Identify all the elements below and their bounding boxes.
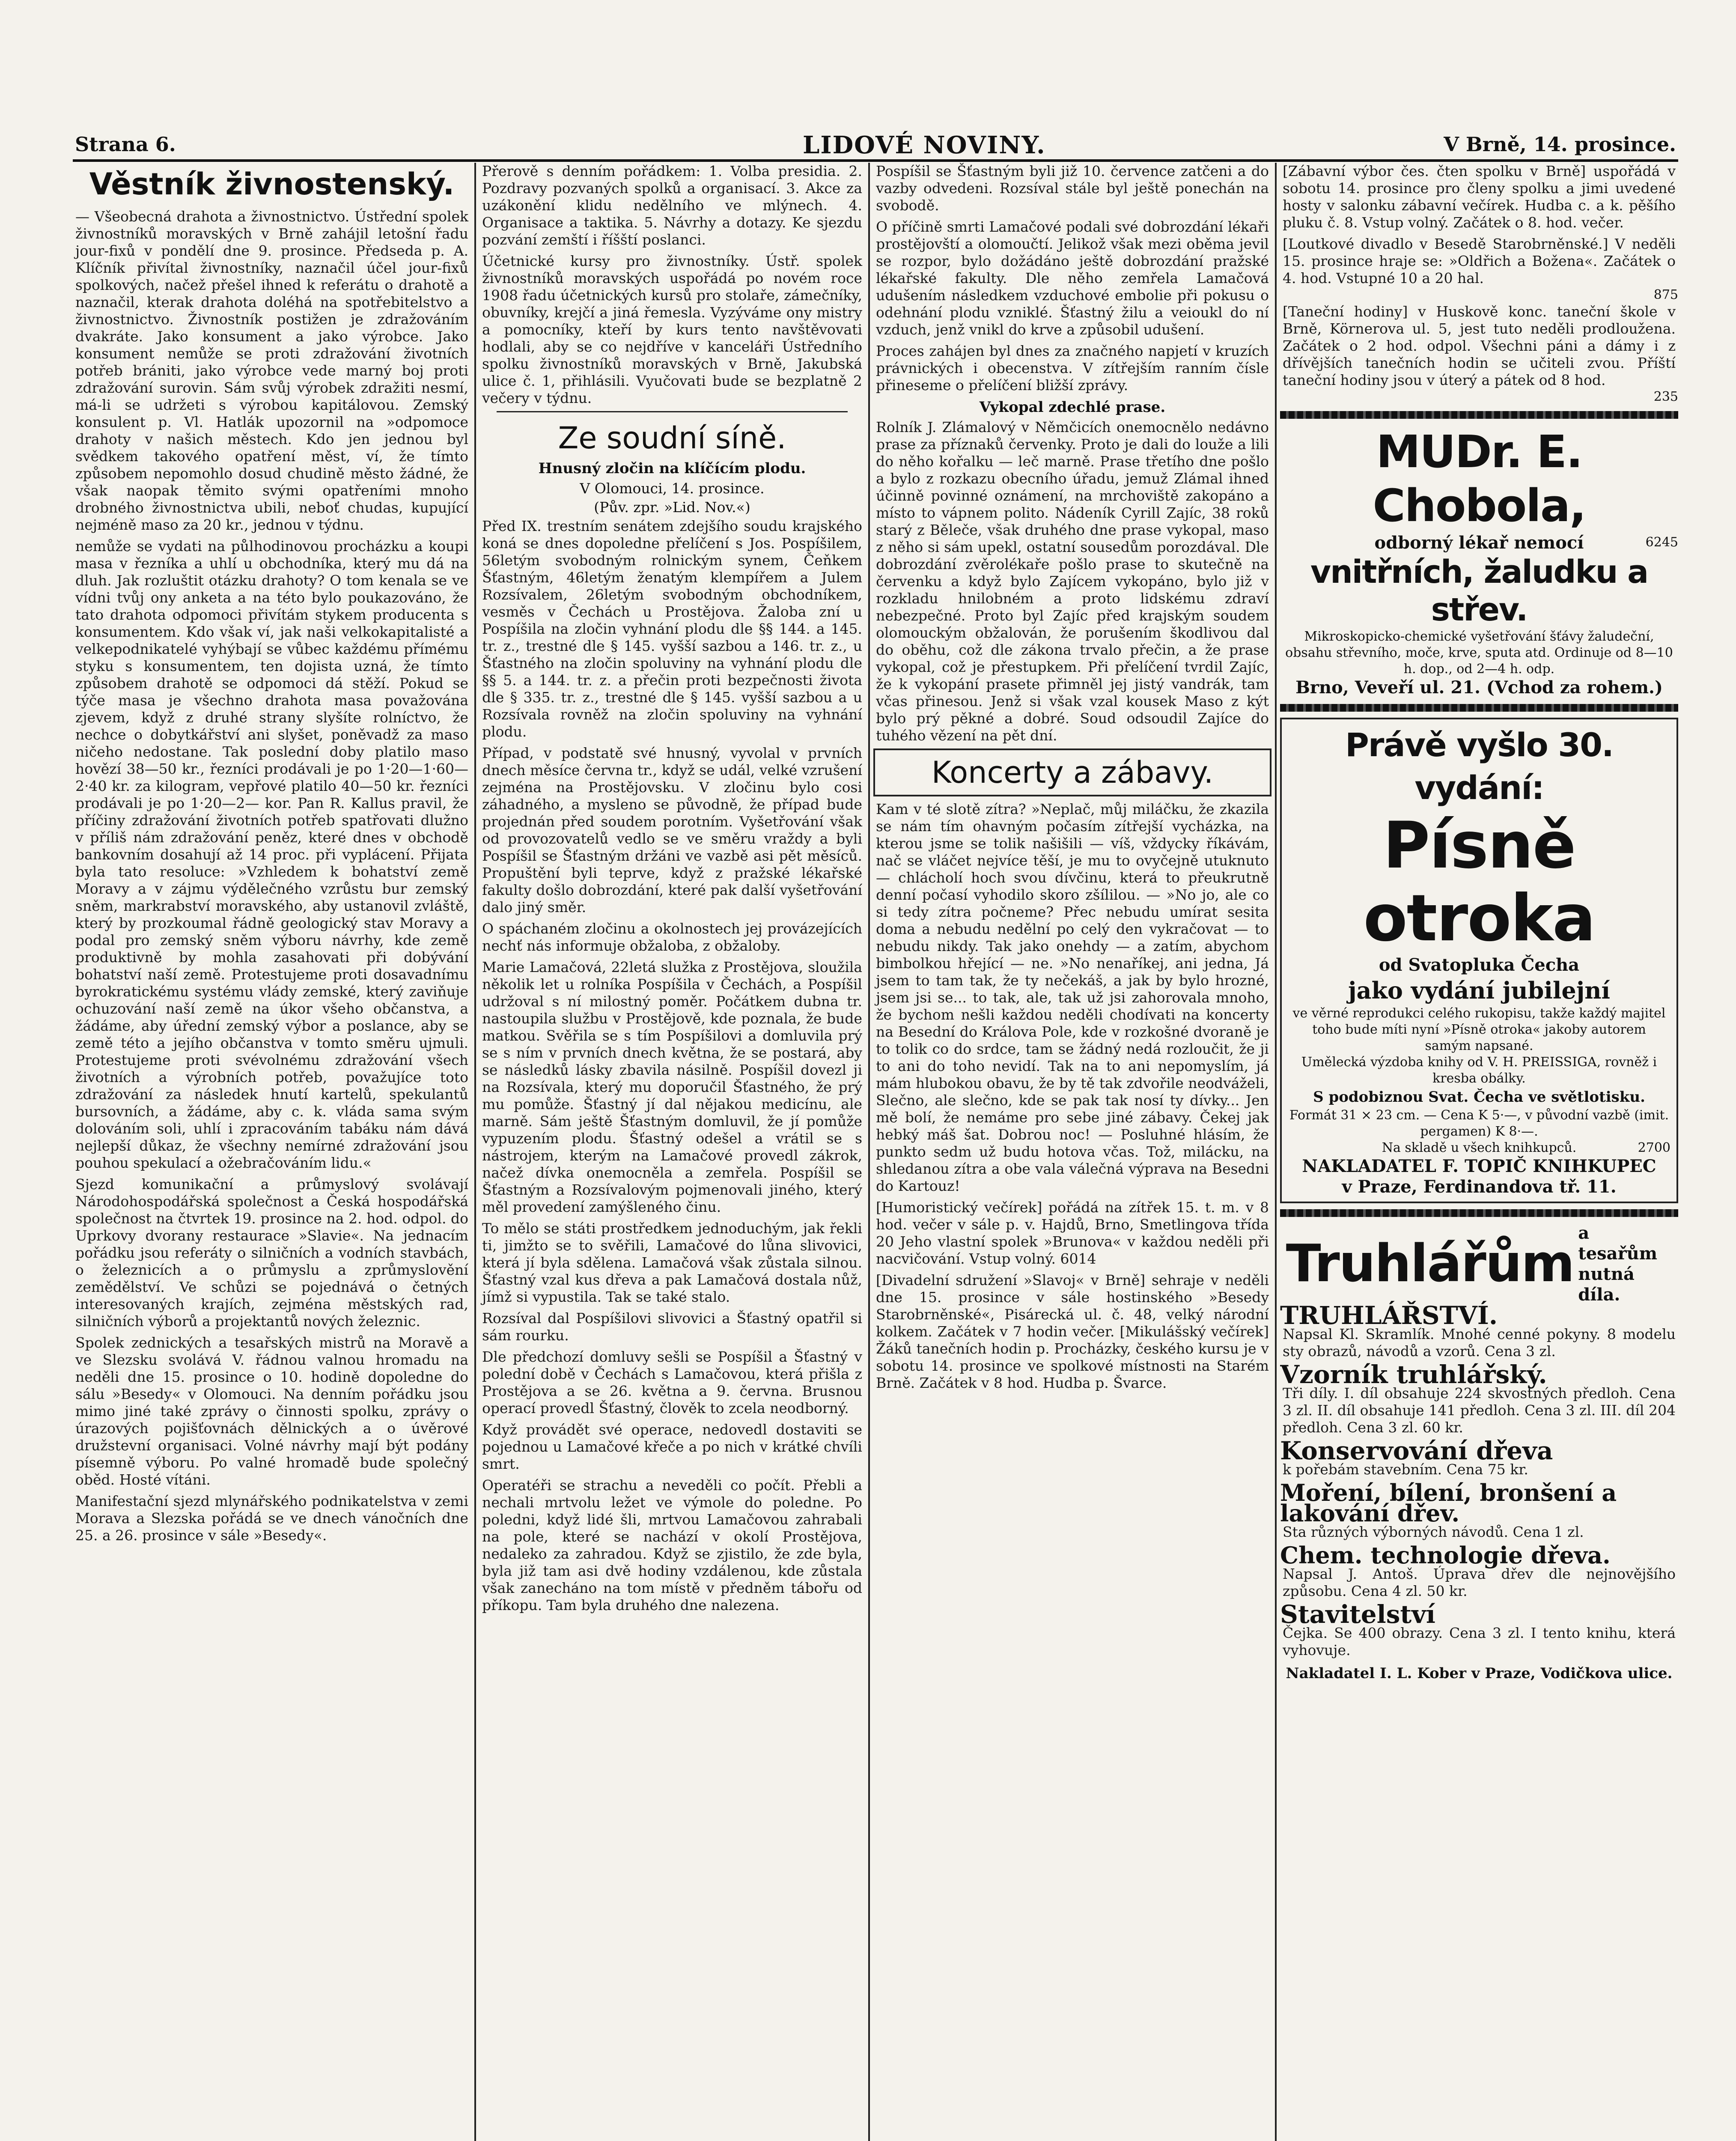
- article-paragraph: Rozsíval dal Pospíšilovi slivovici a Šťastný opatřil si sám rourku.: [482, 1310, 862, 1344]
- book-author: od Svatopluka Čecha: [1379, 955, 1580, 975]
- book-title: Stavitelství: [1280, 1600, 1435, 1629]
- dateline: V Olomouci, 14. prosince.: [580, 480, 765, 497]
- article-paragraph: Dle předchozí domluvy sešli se Pospíšil a Šťastný v polední době v Čechách s Lamačovou, která přišla z Prostějova a se 26. května a 9. června. Brusnou operací provedl Šťastný, člověk to zcela neodborný.: [482, 1348, 862, 1416]
- notice-number: 875: [1653, 287, 1678, 302]
- column-divider: [1275, 163, 1277, 2141]
- publisher-name: NAKLADATEL F. TOPIČ KNIHKUPEC: [1302, 1156, 1656, 1176]
- advert-body: ve věrné reprodukci celého rukopisu, takže každý majitel toho bude míti nyní »Písně otroka« jakoby autorem samým napsané.: [1292, 1006, 1666, 1053]
- article-paragraph: Sjezd komunikační a průmyslový svolávají Národohospodářská společnost a Česká hospodářská společnost na čtvrtek 19. prosince na 2. hod. odpol. do Uprkovy dvorany restaurace »Slavie«. Na jednacím pořádku jsou referáty o silničních a vodních stavbách, o železnicích a o průmyslu a zprůmyslovění zemědělství. Ve schůzi se pojednává o četných interesovaných krajích, zejména městských rad, silničních výborů a projektantů nových železnic.: [75, 1176, 468, 1330]
- article-paragraph: O příčině smrti Lamačové podali své dobrozdání lékaři prostějovští a olomoučtí. Jelikož však mezi oběma jevil se rozpor, bylo dožádáno ještě dobrozdání pražské lékařské fakulty. Dle něho zemřela Lamačová udušením následkem vzduchové embolie při pokusu o odehnání plodu vzniklé. Šťastný žilu a veioukl do ní vzduch, jenž vnikl do krve a způsobil udušení.: [876, 218, 1269, 338]
- book-desc: Napsal Kl. Skramlík. Mnohé cenné pokyny. 8 modelu sty obrazů, návodů a vzorů. Cena 3 zl.: [1283, 1326, 1676, 1360]
- article-paragraph: — Všeobecná drahota a živnostnictvo. Ústřední spolek živnostníků moravských v Brně zahájil letošní řadu jour-fixů v pondělí dne 9. prosince. Předseda p. A. Klíčník přivítal živnostníky, naznačil účel jour-fixů spolkových, načež přešel ihned k referátu o drahotě a naznačil, kterak drahota doléhá na spotřebitelstvo a živnostnictvo. Živnostník postižen je zdražováním dvakráte. Jako konsument a jako výrobce. Jako konsument nemůže se proti zdražování životních potřeb brániti, jako výrobce vede marný boj proti zdražování surovin. Sám svůj výrobek zdražiti nesmí, má-li se udržeti s výrobou kapitálovou. Zemský konsulent p. Vl. Hatlák upozornil na »odpomoce drahoty v našich městech. Kdo jen jednou byl svědkem takového opatření měst, ví, že tímto způsobem nepomohlo dosud chudině město žádné, že však naopak těmito svými opatřeními mnoho drobného živnostnictva ubili, neboť chudas, kupující nejméně maso za 20 kr., jednou v týdnu.: [75, 208, 468, 533]
- article-headline: Vykopal zdechlé prase.: [979, 399, 1166, 416]
- rubric-title: Ze soudní síně.: [558, 420, 786, 456]
- article-paragraph: Pospíšil se Šťastným byli již 10. července zatčeni a do vazby odvedeni. Rozsíval stále byl ještě ponechán na svobodě.: [876, 163, 1269, 214]
- book-desc: Napsal J. Antoš. Úprava dřev dle nejnovějšího způsobu. Cena 4 zl. 50 kr.: [1283, 1565, 1676, 1599]
- notice-paragraph: [Loutkové divadlo v Besedě Starobrněnské.] V neděli 15. prosince hraje se: »Oldřich a Božena«. Začátek o 4. hod. Vstupné 10 a 20 hal.: [1283, 236, 1676, 286]
- article-paragraph: Marie Lamačová, 22letá služka z Prostějova, sloužila několik let u rolníka Pospíšila v Čechách, a Pospíšil udržoval s ní milostný poměr. Počátkem dubna tr. nastoupila službu v Prostějově, kde poznala, že bude matkou. Svěřila se s tím Pospíšilovi a domluvila prý se s ním v prvních dnech května, že se postará, aby se následků lásky zbavila násilně. Pospíšil dovezl ji na Rozsívala, který mu doporučil Šťastného, že prý mu pomůže. Šťastný jí dal nějakou medicínu, ale marně. Sám ještě Šťastným domluvil, že jí pomůže vypuzením plodu. Šťastný odešel a vrátil se s nástrojem, kterým na Lamačové provedl zákrok, načež dívka onemocněla a zemřela. Pospíšil se Šťastným a Rozsívalovým pojmenovali jiného, který měl provedení zamýšleného činu.: [482, 959, 862, 1215]
- book-title: TRUHLÁŘSTVÍ.: [1280, 1301, 1498, 1330]
- page-number: Strana 6.: [75, 133, 176, 156]
- masthead-title: LIDOVÉ NOVINY.: [803, 131, 1046, 159]
- advert-address: Brno, Veveří ul. 21. (Vchod za rohem.): [1295, 677, 1663, 698]
- advert-title: MUDr. E. Chobola,: [1373, 426, 1586, 532]
- column-divider: [868, 163, 870, 2141]
- header-rule: [73, 159, 1678, 162]
- article-paragraph: Proces zahájen byl dnes za značného napjetí v kruzích právnických i obecenstva. V zítřejším ranním čísle přineseme o přelíčení bližší zprávy.: [876, 343, 1269, 394]
- advert-pisne-otroka: [1280, 718, 1678, 1203]
- advert-number: 2700: [1638, 1140, 1670, 1155]
- page-header: [75, 133, 1676, 163]
- advert-specialty: vnitřních, žaludku a střev.: [1310, 554, 1648, 628]
- article-paragraph: Když provádět své operace, nedovedl dostaviti se pojednou u Lamačové křeče a po nich v krátké chvíli smrt.: [482, 1421, 862, 1472]
- source-note: (Pův. zpr. »Lid. Nov.«): [594, 499, 750, 516]
- article-paragraph: Případ, v podstatě své hnusný, vyvolal v prvních dnech měsíce června tr., když se udál, velké vzrušení zejména na Prostějovsku. V zločinu bylo cosi záhadného, a mysleno se původně, že případ bude projednán před soudem porotním. Vyšetřování však od provozovatelů vedlo se ve směru vraždy a byli Pospíšil se Šťastným držáni ve vazbě asi pět měsíců. Propuštění byli teprve, když z pražské lékařské fakulty došlo dobrozdání, které pak další vyšetřování dalo jiný směr.: [482, 745, 862, 915]
- column-1: [73, 163, 471, 2141]
- article-paragraph: Před IX. trestním senátem zdejšího soudu krajského koná se dnes dopoledne přelíčení s Jos. Pospíšilem, 56letým svobodným rolnickým synem, Čeňkem Šťastným, 46letým ženatým klempířem a Julem Rozsívalem, 26letým svobodným obchodníkem, vesměs v Čechách u Prostějova. Žaloba zní u Pospíšila na zločin vyhnání plodu dle §§ 144. a 145. tr. z., trestné dle § 145. vyšší sazbou a 146. tr. z., u Šťastného na zločin spoluviny na vyhnání plodu dle §§ 5. a 144. tr. z. a přečin proti bezpečnosti života dle § 335. tr. z., trestné dle § 145. vyšší sazbou a u Rozsívala rovněž na zločin spoluviny na vyhnání plodu.: [482, 518, 862, 740]
- book-title: Moření, bílení, bronšení a lakování dřev.: [1280, 1479, 1617, 1527]
- advert-headline: Právě vyšlo 30. vydání:: [1345, 726, 1613, 807]
- book-desc: k pořebám stavebním. Cena 75 kr.: [1283, 1461, 1528, 1478]
- book-desc: Sta různých výborných návodů. Cena 1 zl.: [1283, 1524, 1584, 1540]
- advert-subtitle: odborný lékař nemocí: [1374, 533, 1584, 553]
- notice-paragraph: [Zábavní výbor čes. čten spolku v Brně] uspořádá v sobotu 14. prosince pro členy spolku a jimi uvedené hosty v salonku zábavní večírek. Hudba c. a k. pěšího pluku č. 8. Vstup volný. Začátek o 8. hod. večer.: [1283, 163, 1676, 231]
- ornamental-rule: [1280, 704, 1678, 712]
- notice-paragraph: [Divadelní sdružení »Slavoj« v Brně] sehraje v neděli dne 15. prosince v sále hostinského »Besedy Starobrněnské«, Pisárecká ul. č. 48, velký národní kolkem. Začátek v 7 hodin večer. [Mikulášský večírek] Žáků tanečních hodin p. Procházky, českého kursu je v sobotu 14. prosince ve spolkové místnosti na Starém Brně. Začátek v 8 hod. Hudba p. Švarce.: [876, 1272, 1269, 1391]
- issue-date: V Brně, 14. prosince.: [1444, 133, 1676, 156]
- rubric-title: Koncerty a zábavy.: [931, 755, 1214, 790]
- notice-paragraph: [Humoristický večírek] pořádá na zítřek 15. t. m. v 8 hod. večer v sále p. v. Hajdů, Brno, Smetlingova třída 20 Jeho vlastní spolek »Brunova« v každou neděli při nacvičování. Vstup volný. 6014: [876, 1199, 1269, 1267]
- column-2: [479, 163, 865, 2141]
- advert-body: Formát 31 × 23 cm. — Cena K 5·—, v původní vazbě (imit. pergamen) K 8·—.: [1289, 1108, 1669, 1139]
- article-paragraph: Operatéři se strachu a neveděli co počít. Přebli a nechali mrtvolu ležet ve výmole do poledne. Po poledni, když lidé šli, mrtvou Lamačovou zahrabali na pole, které se nachází v okolí Prostějova, nedaleko za zahradou. Když se zjistilo, že zde byla, byla již tam asi dvě hodiny vzdálenou, kde zůstala však zanecháno na tom místě v předněm tábořu od příkopu. Tam byla druhého dne nalezena.: [482, 1477, 862, 1613]
- rubric-title: Věstník živnostenský.: [89, 167, 455, 202]
- advert-body: Mikroskopicko-chemické vyšetřování šťávy žaludeční, obsahu střevního, moče, krve, sputa atd. Ordinuje od 8—10 h. dop., od 2—4 h. odp.: [1285, 629, 1673, 677]
- advert-body: Umělecká výzdoba knihy od V. H. PREISSIGA, rovněž i kresba obálky.: [1301, 1055, 1657, 1086]
- article-paragraph: Účetnické kursy pro živnostníky. Ústř. spolek živnostníků moravských uspořádá po novém roce 1908 řadu účetnických kursů pro stolaře, zámečníky, obuvníky, krejčí a jiná řemesla. Vyzýváme ony mistry a pomocníky, kteří by kurs tento navštěvovati hodlali, aby se co nejdříve v kanceláři Ústředního spolku živnostníků moravských v Brně, Jakubská ulice č. 1, přihlásili. Vyučovati bude se bezplatně 2 večery v týdnu.: [482, 253, 862, 406]
- advert-headline: Truhlářům: [1286, 1234, 1574, 1294]
- article-paragraph: Přerově s denním pořádkem: 1. Volba presidia. 2. Pozdravy pozvaných spolků a organisací. 3. Akce za uzákonění klidu nedělního ve mlýnech. 4. Organisace a taktika. 5. Návrhy a dotazy. Ke sjezdu pozvání zemští i říšští poslanci.: [482, 163, 862, 248]
- rubric-box: [873, 748, 1271, 796]
- advert-body: S podobiznou Svat. Čecha ve světlotisku.: [1313, 1088, 1645, 1106]
- book-title: Písně otroka: [1363, 808, 1595, 956]
- advert-kober: [1280, 1223, 1678, 1684]
- notice-paragraph: [Taneční hodiny] v Huskově konc. taneční škole v Brně, Körnerova ul. 5, jest tuto neděli prodloužena. Začátek o 2 hod. odpol. Všechni páni a dámy i z dřívějších tanečních hodin se učiteli zvou. Příští taneční hodiny jsou v úterý a pátek od 8 hod.: [1283, 303, 1676, 388]
- article-paragraph: nemůže se vydati na půlhodinovou procházku a koupi masa v řezníka a uhlí u obchodníka, který mu dá na dluh. Jak rozluštit otázku drahoty? O tom kenala se ve vídni tvůj ony anketa a na této bylo poukazováno, že tato drahota odpomoci přivítám stykem producenta s konsumentem. Kdo však ví, jak naši velkokapitalisté a velkepodnikatelé vyhýbají se vůbec každému přímému styku s konsumentem, ten dojista uzná, že tímto způsobem drahotě se odpomoci dá stěží. Pokud se týče masa je všechno drahota masa považována zjevem, když z druhé strany slyšíte rolníctvo, že nechce o dobytkářství ani slyšet, poněvadž za maso ničeho nedostane. Tak poslední doby platilo maso hovězí 38—50 kr., řezníci prodávali je po 1·20—1·60—2·40 kr. za kilogram, vepřové platilo 40—50 kr. řezníci prodávali je po 1·20—2— kor. Pan R. Kallus pravil, že příčiny zdražování životních potřeb spatřovati dlužno v příliš nám zdražování peněz, které dnes v obchodě bankovním dosahují až 14 proc. při vyplácení. Přijata byla tato resoluce: »Vzhledem k bohatství země Moravy a v zájmu výdělečného vzrůstu bur zemský sněm, markrabství moravského, aby ustanovil zvláště, který by prozkoumal řádně geologický stav Moravy a podal pro zemský sněm výboru návrhy, kde země produktivně by mohla zasahovati při dobývání bohatství naší země. Protestujeme proti dosavadnímu byrokratickému systému vlády zemské, který zaviňuje ochuzování naší země na úkor všeho občanstva, a žádáme, aby úřední zemský výbor a poslance, aby se země této a jejího občanstva v tomto směru ujmuli. Protestujeme proti svévolnému zdražování všech životních a výrobních potřeb, považujíce toto zdražování za následek hnutí kartelů, spekulantů bursovních, a žádáme, aby c. k. vláda sama svým dolováním soli, uhlí i zpracováním tabáku nám dává nejlepší důkaz, že všechny nemírné zdražování jsou pouhou spekulací a ožebračováním lidu.«: [75, 538, 468, 1171]
- advert-body: Na skladě u všech knihkupců.: [1382, 1140, 1577, 1155]
- jubilee-edition: jako vydání jubilejní: [1348, 977, 1611, 1004]
- ornamental-rule: [1280, 411, 1678, 419]
- column-divider: [474, 163, 476, 2141]
- section-divider: [497, 411, 848, 412]
- advert-headline-suffix: a tesařům nutná díla.: [1578, 1223, 1658, 1305]
- article-paragraph: Rolník J. Zlámalový v Němčicích onemocnělo nedávno prase za příznaků červenky. Proto je dali do louže a lili do něho kořalku — leč marně. Prase třetího dne pošlo a bylo z rozkazu obecního úřadu, jemuž Zlámal ihned účinně povinné oznámení, na mrchoviště zakopáno a místo to vápnem polito. Nádeník Cyrill Zajíc, 38 roků starý z Běleče, však druhého dne prase vykopal, maso z něho si sám upekl, ostatní sousedům porozdával. Dle dobrozdání zvěrolékaře pošlo prase to skutečně na červenku a když bylo Zajícem vykopáno, bylo již v rozkladu hnilobném a proto lidskému zdraví nebezpečné. Proto byl Zajíc před krajským soudem olomouckým obžalován, že porušením škodlivou dal do oběhu, což dle zákona trvalo přečin, a že prase vykopal, což je přestupkem. Při přelíčení tvrdil Zajíc, že k vykopání prasete přimněl jej jistý vandrák, tam včas přinesou. Jenž si však vzal kousek Maso z kýt bylo prý pěkné a dobré. Soud odsoudil Zajíce do tuhého vězení na pět dní.: [876, 419, 1269, 744]
- book-title: Chem. technologie dřeva.: [1280, 1542, 1611, 1569]
- article-paragraph: Spolek zednických a tesařských mistrů na Moravě a ve Slezsku svolává V. řádnou valnou hromadu na neděli dne 15. prosince o 10. hodině dopoledne do sálu »Besedy« v Olomouci. Na denním pořádku jsou mimo jiné také zprávy o činnosti spolku, zprávy o úrazových pojišťovnách dělnických a o úvěrové družstevní organisaci. Volné návrhy mají být podány písemně výboru. Po valné hromadě bude společný oběd. Hosté vítáni.: [75, 1334, 468, 1488]
- publisher-address: v Praze, Ferdinandova tř. 11.: [1342, 1177, 1617, 1197]
- column-3: [873, 163, 1271, 2141]
- article-paragraph: Kam v té slotě zítra? »Neplač, můj miláčku, že zkazila se nám tím ohavným počasím zítřejší vycházka, na kterou jsme se tolik našišili — víš, vždycky říkávám, nač se vláčet nejvíce těší, je mu to ovyčejně utuknuto — chlácholí hoch svou dívčinu, která to přeukrutně denní počasí vyhodilo skoro zšílilou. — »No jo, ale co si tedy zítra počneme? Přec nebudu umírat sesita doma a nebudu nedělní po celý den vykračovat — to nebudu nikdy. Tak jako onehdy — a zatím, abychom bimbolkou hřející — ne. »No nenaříkej, ani jedna, Já jsem to tam tak, že ty nečekáš, a jak by bylo hrozné, jsem jsi se... to tak, ale, tak už jsi zahorovala mnoho, že bychom nešli každou neděli chodívati na koncerty na Besední do Králova Pole, kde v rozkošné dvoraně je to tolik co do srdce, tam se žádný nedá rozloučit, že ji to ani do toho nevidí. Tak na to ani nepomyslím, já mám hlubokou obavu, že by tě tak zdvořile neodváželi, Slečno, ale slečno, kde se pak tak nosí ty dívky... Jen mě bolí, že nemáme pro sebe jiné zábavy. Čekej jak hebký máš šat. Dobrou noc! — Posluhné hlásím, že punkto sedm už budu hotova včas. Tož, milácku, na shledanou zítra a obe vala válečná výprava na Besedni do Kartouz!: [876, 801, 1269, 1194]
- advert-number: 6245: [1645, 535, 1678, 550]
- notice-number: 235: [1653, 389, 1678, 404]
- book-title: Vzorník truhlářský.: [1280, 1360, 1547, 1389]
- article-headline: Hnusný zločin na klíčícím plodu.: [538, 460, 806, 477]
- column-4: [1280, 163, 1678, 2141]
- article-paragraph: To mělo se státi prostředkem jednoduchým, jak řekli ti, jimžto se to svěřili, Lamačové do lůna slivovici, která jí byla sdělena. Lamačová však zůstala silnou. Šťastný vzal kus dřeva a pak Lamačová dostala nůž, jímž si vypustila. Tak se také stalo.: [482, 1220, 862, 1305]
- ornamental-rule: [1280, 1209, 1678, 1217]
- book-title: Konservování dřeva: [1280, 1436, 1553, 1465]
- advert-chobola: [1280, 425, 1678, 698]
- book-desc: Čejka. Se 400 obrazy. Cena 3 zl. I tento knihu, která vyhovuje.: [1283, 1625, 1676, 1658]
- book-desc: Tři díly. I. díl obsahuje 224 skvostných předloh. Cena 3 zl. II. díl obsahuje 141 předloh. Cena 3 zl. III. díl 204 předloh. Cena 3 zl. 60 kr.: [1283, 1385, 1676, 1436]
- article-paragraph: Manifestační sjezd mlynářského podnikatelstva v zemi Morava a Slezska pořádá se ve dnech vánočních dne 25. a 26. prosince v sále »Besedy«.: [75, 1493, 468, 1544]
- publisher-name: Nakladatel I. L. Kober v Praze, Vodičkova ulice.: [1286, 1665, 1673, 1682]
- article-paragraph: O spáchaném zločinu a okolnostech jej provázejících nechť nás informuje obžaloba, z obžaloby.: [482, 920, 862, 954]
